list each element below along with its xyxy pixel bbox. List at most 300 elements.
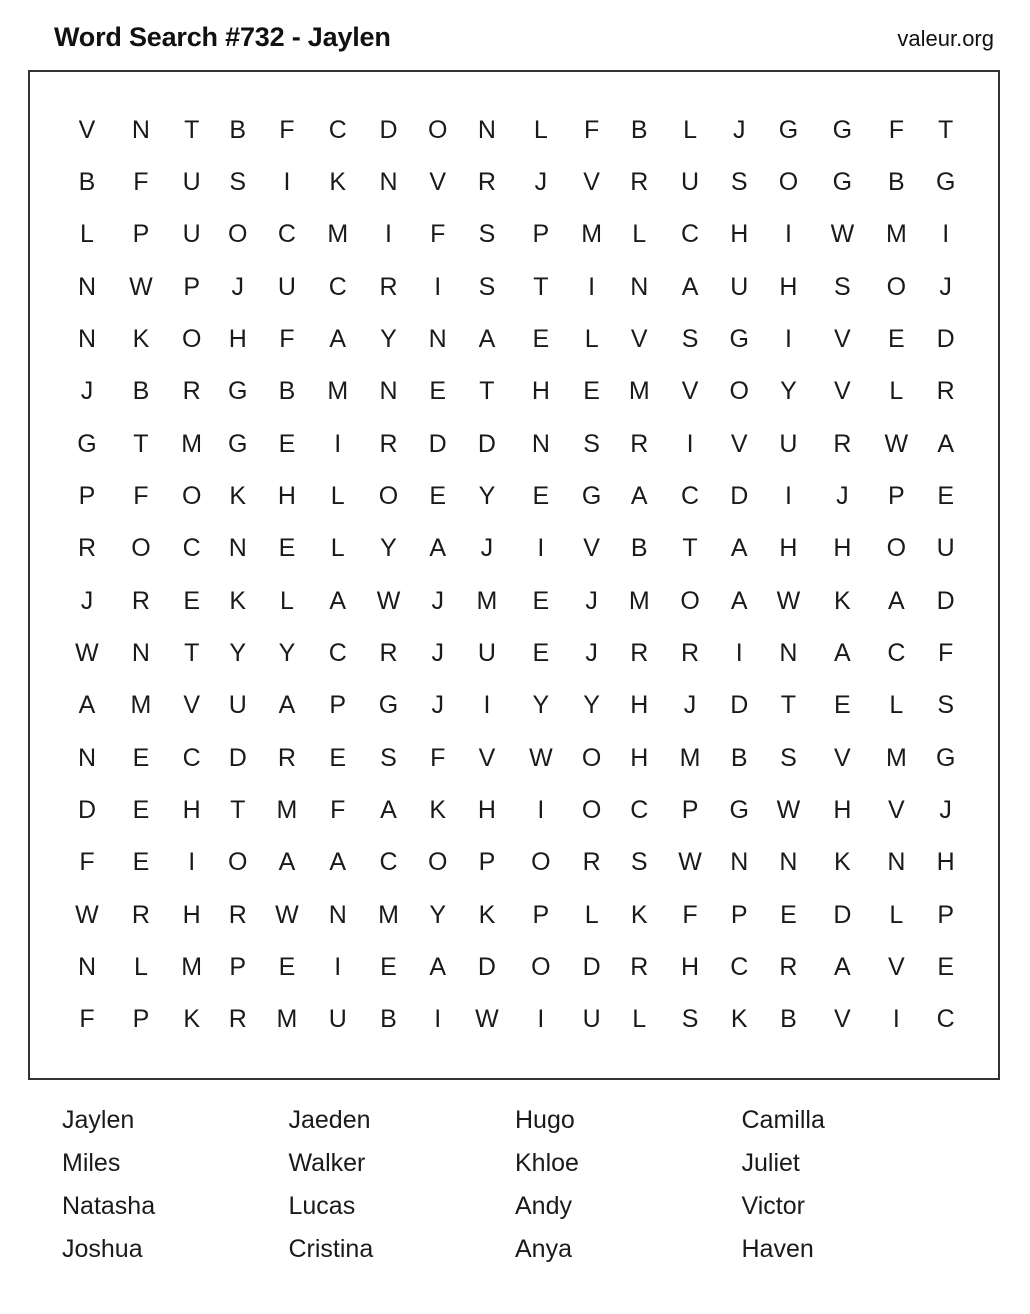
grid-cell: N bbox=[428, 324, 447, 353]
grid-cell: C bbox=[681, 220, 700, 249]
grid-cell: F bbox=[279, 115, 295, 144]
grid-cell: I bbox=[537, 795, 545, 824]
grid-cell: F bbox=[430, 743, 446, 772]
grid-cell: G bbox=[935, 743, 956, 772]
grid-cell: V bbox=[834, 743, 851, 772]
grid-cell: A bbox=[834, 952, 851, 981]
grid-cell: K bbox=[630, 900, 648, 929]
grid-cell: H bbox=[531, 377, 550, 406]
grid-cell: C bbox=[630, 795, 649, 824]
grid-cell: R bbox=[936, 377, 955, 406]
grid-cell: F bbox=[79, 848, 95, 877]
grid-cell: K bbox=[834, 586, 851, 615]
grid-cell: P bbox=[532, 220, 550, 249]
grid-cell: K bbox=[429, 795, 447, 824]
grid-cell: G bbox=[832, 167, 853, 196]
grid-cell: A bbox=[888, 586, 905, 615]
grid-cell: A bbox=[730, 534, 748, 563]
grid-cell: U bbox=[582, 1005, 601, 1034]
grid-cell: B bbox=[630, 115, 648, 144]
grid-cell: D bbox=[730, 481, 749, 510]
grid-row bbox=[60, 523, 968, 575]
grid-cell: V bbox=[834, 377, 851, 406]
grid-cell: G bbox=[729, 795, 749, 824]
grid-cell: H bbox=[228, 324, 247, 353]
grid-cell: A bbox=[278, 848, 296, 877]
grid-cell: L bbox=[330, 534, 345, 563]
grid-cell: I bbox=[483, 691, 491, 720]
grid-cell: G bbox=[729, 324, 749, 353]
grid-cell: R bbox=[379, 638, 398, 667]
grid-cell: R bbox=[779, 952, 798, 981]
grid-cell: B bbox=[229, 115, 247, 144]
grid-cell: E bbox=[532, 324, 550, 353]
word-list-item: Khloe bbox=[515, 1149, 579, 1177]
grid-cell: A bbox=[937, 429, 954, 458]
grid-cell: B bbox=[380, 1005, 397, 1034]
word-list bbox=[28, 1106, 1002, 1264]
grid-row bbox=[60, 470, 968, 522]
grid-cell: I bbox=[283, 167, 291, 196]
grid-cell: W bbox=[75, 900, 99, 929]
grid-row bbox=[60, 156, 968, 208]
grid-cell: R bbox=[379, 272, 398, 301]
grid-cell: R bbox=[77, 534, 96, 563]
grid-cell: T bbox=[184, 638, 200, 667]
grid-cell: U bbox=[228, 691, 247, 720]
grid-cell: C bbox=[277, 220, 296, 249]
grid-cell: M bbox=[679, 743, 701, 772]
grid-cell: Y bbox=[532, 691, 550, 720]
grid-row bbox=[60, 261, 968, 313]
grid-cell: W bbox=[776, 586, 801, 615]
grid-cell: U bbox=[182, 220, 201, 249]
grid-cell: P bbox=[132, 1005, 150, 1034]
grid-cell: I bbox=[784, 481, 792, 510]
page-title: Word Search #732 - Jaylen bbox=[54, 22, 391, 52]
grid-cell: U bbox=[779, 429, 798, 458]
grid-cell: L bbox=[632, 220, 647, 249]
grid-cell: E bbox=[888, 324, 905, 353]
grid-cell: V bbox=[78, 115, 96, 144]
grid-cell: K bbox=[329, 167, 347, 196]
grid-cell: N bbox=[730, 848, 749, 877]
grid-cell: B bbox=[132, 377, 150, 406]
grid-cell: M bbox=[181, 429, 203, 458]
grid-cell: I bbox=[784, 324, 792, 353]
grid-cell: S bbox=[834, 272, 851, 301]
grid-cell: M bbox=[327, 220, 349, 249]
grid-cell: A bbox=[329, 586, 347, 615]
grid-cell: S bbox=[478, 272, 496, 301]
grid-cell: O bbox=[427, 115, 448, 144]
grid-cell: W bbox=[678, 848, 702, 877]
word-list-item: Joshua bbox=[62, 1235, 143, 1263]
word-list-item: Anya bbox=[515, 1235, 572, 1263]
grid-row bbox=[60, 209, 968, 261]
grid-cell: I bbox=[537, 1005, 545, 1034]
grid-row bbox=[60, 104, 968, 156]
grid-cell: J bbox=[431, 691, 444, 720]
grid-cell: D bbox=[936, 586, 955, 615]
grid-cell: P bbox=[532, 900, 550, 929]
grid-cell: V bbox=[888, 795, 905, 824]
grid-cell: Y bbox=[380, 324, 397, 353]
grid-cell: P bbox=[229, 952, 247, 981]
grid-cell: R bbox=[582, 848, 601, 877]
grid-cell: E bbox=[532, 586, 550, 615]
grid-cell: T bbox=[479, 377, 495, 406]
grid-cell: E bbox=[329, 743, 347, 772]
grid-cell: O bbox=[531, 952, 551, 981]
grid-cell: N bbox=[77, 952, 96, 981]
grid-cell: U bbox=[730, 272, 749, 301]
grid-cell: M bbox=[885, 743, 907, 772]
grid-cell: S bbox=[780, 743, 797, 772]
grid-cell: F bbox=[430, 220, 446, 249]
grid-cell: N bbox=[131, 638, 150, 667]
grid-row bbox=[60, 784, 968, 836]
grid-cell: E bbox=[834, 691, 851, 720]
grid-cell: S bbox=[583, 429, 600, 458]
grid-cell: P bbox=[183, 272, 201, 301]
grid-cell: M bbox=[378, 900, 399, 929]
grid-cell: A bbox=[429, 952, 447, 981]
grid-cell: U bbox=[681, 167, 700, 196]
grid-cell: A bbox=[380, 795, 397, 824]
grid-cell: W bbox=[776, 795, 801, 824]
word-list-item: Natasha bbox=[62, 1192, 156, 1220]
grid-cell: D bbox=[228, 743, 247, 772]
grid-cell: R bbox=[630, 952, 649, 981]
grid-cell: G bbox=[581, 481, 602, 510]
grid-cell: H bbox=[730, 220, 749, 249]
grid-cell: I bbox=[784, 220, 792, 249]
grid-cell: B bbox=[780, 1005, 797, 1034]
grid-cell: Y bbox=[583, 691, 600, 720]
grid-cell: J bbox=[732, 115, 746, 144]
grid-cell: H bbox=[477, 795, 496, 824]
grid-cell: L bbox=[683, 115, 697, 144]
grid-row bbox=[60, 680, 968, 732]
word-list-item: Lucas bbox=[288, 1192, 356, 1220]
grid-cell: O bbox=[228, 220, 248, 249]
grid-cell: I bbox=[588, 272, 596, 301]
grid-cell: D bbox=[477, 952, 496, 981]
grid-cell: U bbox=[328, 1005, 347, 1034]
grid-cell: N bbox=[779, 848, 798, 877]
grid-cell: O bbox=[729, 377, 749, 406]
grid-cell: E bbox=[278, 952, 296, 981]
grid-cell: V bbox=[630, 324, 648, 353]
grid-cell: H bbox=[182, 900, 201, 929]
grid-cell: V bbox=[681, 377, 699, 406]
grid-cell: S bbox=[681, 1005, 699, 1034]
grid-cell: W bbox=[376, 586, 401, 615]
grid-cell: L bbox=[889, 691, 904, 720]
grid-cell: E bbox=[278, 429, 296, 458]
grid-cell: C bbox=[936, 1005, 955, 1034]
grid-cell: Y bbox=[278, 638, 296, 667]
grid-cell: E bbox=[937, 952, 954, 981]
grid-cell: P bbox=[730, 900, 748, 929]
grid-cell: I bbox=[537, 534, 545, 563]
page-header bbox=[28, 22, 1002, 66]
grid-cell: D bbox=[379, 115, 398, 144]
grid-cell: N bbox=[379, 377, 398, 406]
grid-cell: K bbox=[183, 1005, 201, 1034]
grid-cell: G bbox=[778, 115, 799, 144]
grid-cell: R bbox=[131, 586, 150, 615]
grid-cell: E bbox=[278, 534, 296, 563]
grid-cell: T bbox=[184, 115, 200, 144]
letter-grid bbox=[60, 104, 968, 1046]
grid-cell: J bbox=[80, 586, 94, 615]
grid-cell: N bbox=[887, 848, 906, 877]
grid-cell: P bbox=[478, 848, 496, 877]
grid-cell: F bbox=[888, 115, 904, 144]
grid-cell: V bbox=[834, 324, 851, 353]
grid-cell: A bbox=[329, 848, 347, 877]
grid-cell: E bbox=[132, 743, 150, 772]
grid-cell: J bbox=[431, 638, 444, 667]
grid-cell: A bbox=[630, 481, 648, 510]
grid-cell: H bbox=[630, 691, 649, 720]
grid-row bbox=[60, 366, 968, 418]
grid-cell: S bbox=[937, 691, 954, 720]
grid-cell: J bbox=[939, 795, 952, 824]
grid-cell: F bbox=[133, 481, 149, 510]
grid-cell: N bbox=[131, 115, 150, 144]
grid-cell: R bbox=[630, 167, 649, 196]
grid-cell: G bbox=[378, 691, 399, 720]
grid-cell: J bbox=[534, 167, 548, 196]
grid-cell: M bbox=[181, 952, 203, 981]
grid-cell: G bbox=[77, 429, 97, 458]
grid-cell: D bbox=[428, 429, 447, 458]
grid-row bbox=[60, 941, 968, 993]
grid-cell: D bbox=[730, 691, 749, 720]
grid-cell: H bbox=[277, 481, 296, 510]
grid-cell: I bbox=[334, 952, 342, 981]
grid-cell: Y bbox=[780, 377, 797, 406]
site-label: valeur.org bbox=[897, 26, 994, 51]
grid-cell: D bbox=[582, 952, 601, 981]
word-list-item: Haven bbox=[741, 1235, 814, 1263]
grid-cell: M bbox=[885, 220, 907, 249]
grid-cell: L bbox=[889, 900, 904, 929]
grid-cell: H bbox=[833, 795, 852, 824]
grid-cell: F bbox=[682, 900, 698, 929]
grid-cell: C bbox=[182, 743, 201, 772]
grid-cell: P bbox=[888, 481, 905, 510]
grid-cell: I bbox=[735, 638, 743, 667]
grid-cell: N bbox=[779, 638, 798, 667]
grid-cell: D bbox=[477, 429, 496, 458]
grid-cell: G bbox=[832, 115, 853, 144]
grid-cell: S bbox=[681, 324, 699, 353]
word-list-item: Camilla bbox=[741, 1106, 825, 1134]
grid-cell: L bbox=[330, 481, 345, 510]
grid-cell: V bbox=[478, 743, 496, 772]
grid-cell: J bbox=[80, 377, 94, 406]
grid-cell: A bbox=[278, 691, 296, 720]
word-list-item: Miles bbox=[62, 1149, 121, 1177]
grid-cell: E bbox=[429, 481, 447, 510]
grid-cell: L bbox=[133, 952, 148, 981]
grid-cell: K bbox=[132, 324, 150, 353]
grid-cell: R bbox=[182, 377, 201, 406]
grid-row bbox=[60, 313, 968, 365]
grid-cell: N bbox=[77, 272, 96, 301]
grid-cell: V bbox=[429, 167, 447, 196]
grid-cell: V bbox=[183, 691, 201, 720]
grid-cell: E bbox=[429, 377, 447, 406]
grid-cell: R bbox=[630, 638, 649, 667]
grid-cell: E bbox=[532, 481, 550, 510]
grid-cell: I bbox=[434, 272, 442, 301]
grid-cell: M bbox=[581, 220, 603, 249]
grid-cell: A bbox=[730, 586, 748, 615]
grid-cell: J bbox=[585, 638, 598, 667]
grid-cell: N bbox=[477, 115, 496, 144]
grid-cell: N bbox=[531, 429, 550, 458]
grid-cell: V bbox=[730, 429, 748, 458]
grid-cell: C bbox=[328, 115, 347, 144]
grid-cell: E bbox=[532, 638, 550, 667]
grid-cell: G bbox=[228, 429, 248, 458]
grid-cell: Y bbox=[429, 900, 447, 929]
grid-cell: J bbox=[939, 272, 952, 301]
grid-cell: P bbox=[329, 691, 347, 720]
grid-cell: N bbox=[228, 534, 247, 563]
grid-cell: C bbox=[182, 534, 201, 563]
grid-cell: T bbox=[230, 795, 246, 824]
grid-cell: O bbox=[886, 534, 907, 563]
grid-cell: B bbox=[278, 377, 296, 406]
grid-cell: V bbox=[834, 1005, 851, 1034]
word-list-item: Cristina bbox=[288, 1235, 374, 1263]
grid-cell: L bbox=[584, 900, 599, 929]
word-list-item: Juliet bbox=[741, 1149, 800, 1177]
grid-cell: D bbox=[77, 795, 96, 824]
grid-cell: L bbox=[533, 115, 548, 144]
grid-cell: H bbox=[936, 848, 955, 877]
grid-cell: R bbox=[277, 743, 296, 772]
grid-cell: M bbox=[130, 691, 152, 720]
grid-cell: S bbox=[478, 220, 496, 249]
grid-cell: O bbox=[228, 848, 248, 877]
grid-cell: Y bbox=[478, 481, 496, 510]
grid-cell: T bbox=[938, 115, 954, 144]
grid-cell: K bbox=[229, 586, 247, 615]
grid-cell: W bbox=[529, 743, 553, 772]
grid-cell: W bbox=[275, 900, 299, 929]
grid-cell: B bbox=[730, 743, 748, 772]
grid-cell: H bbox=[182, 795, 201, 824]
grid-cell: I bbox=[385, 220, 392, 249]
grid-cell: I bbox=[892, 1005, 900, 1034]
grid-cell: A bbox=[478, 324, 496, 353]
grid-cell: F bbox=[79, 1005, 95, 1034]
grid-cell: M bbox=[476, 586, 498, 615]
grid-cell: S bbox=[380, 743, 397, 772]
grid-cell: C bbox=[379, 848, 398, 877]
grid-cell: O bbox=[378, 481, 399, 510]
grid-row bbox=[60, 837, 968, 889]
grid-cell: A bbox=[329, 324, 347, 353]
grid-cell: S bbox=[630, 848, 648, 877]
grid-cell: H bbox=[681, 952, 700, 981]
grid-cell: L bbox=[80, 220, 94, 249]
grid-row bbox=[60, 732, 968, 784]
grid-cell: M bbox=[276, 795, 298, 824]
grid-cell: L bbox=[889, 377, 904, 406]
grid-cell: T bbox=[682, 534, 698, 563]
grid-cell: K bbox=[834, 848, 851, 877]
grid-cell: M bbox=[628, 377, 650, 406]
grid-cell: E bbox=[937, 481, 954, 510]
grid-cell: W bbox=[129, 272, 153, 301]
grid-cell: D bbox=[833, 900, 852, 929]
grid-cell: E bbox=[583, 377, 600, 406]
grid-cell: N bbox=[77, 324, 96, 353]
grid-cell: U bbox=[936, 534, 955, 563]
grid-cell: J bbox=[836, 481, 849, 510]
grid-cell: T bbox=[133, 429, 149, 458]
grid-cell: E bbox=[132, 848, 150, 877]
grid-cell: H bbox=[630, 743, 649, 772]
grid-row bbox=[60, 889, 968, 941]
grid-row bbox=[60, 575, 968, 627]
grid-cell: J bbox=[480, 534, 494, 563]
grid-cell: W bbox=[75, 638, 99, 667]
grid-cell: B bbox=[78, 167, 96, 196]
grid-cell: H bbox=[779, 272, 798, 301]
grid-cell: K bbox=[730, 1005, 748, 1034]
grid-cell: B bbox=[888, 167, 905, 196]
grid-cell: A bbox=[834, 638, 851, 667]
grid-cell: A bbox=[681, 272, 699, 301]
grid-cell: C bbox=[328, 638, 347, 667]
grid-cell: O bbox=[181, 324, 202, 353]
grid-cell: O bbox=[581, 743, 602, 772]
grid-cell: O bbox=[778, 167, 799, 196]
grid-cell: W bbox=[475, 1005, 499, 1034]
grid-cell: U bbox=[277, 272, 296, 301]
grid-cell: V bbox=[888, 952, 905, 981]
grid-cell: U bbox=[182, 167, 201, 196]
grid-cell: P bbox=[78, 481, 96, 510]
grid-cell: Y bbox=[229, 638, 247, 667]
grid-cell: F bbox=[938, 638, 954, 667]
grid-cell: R bbox=[379, 429, 398, 458]
grid-cell: K bbox=[229, 481, 247, 510]
grid-cell: E bbox=[132, 795, 150, 824]
grid-cell: G bbox=[228, 377, 248, 406]
grid-cell: G bbox=[935, 167, 956, 196]
grid-cell: L bbox=[632, 1005, 647, 1034]
grid-cell: W bbox=[884, 429, 909, 458]
grid-cell: H bbox=[779, 534, 798, 563]
grid-cell: E bbox=[780, 900, 797, 929]
grid-cell: M bbox=[327, 377, 349, 406]
grid-cell: R bbox=[131, 900, 150, 929]
grid-cell: R bbox=[228, 900, 247, 929]
grid-cell: D bbox=[936, 324, 955, 353]
grid-cell: L bbox=[279, 586, 294, 615]
grid-cell: P bbox=[937, 900, 954, 929]
